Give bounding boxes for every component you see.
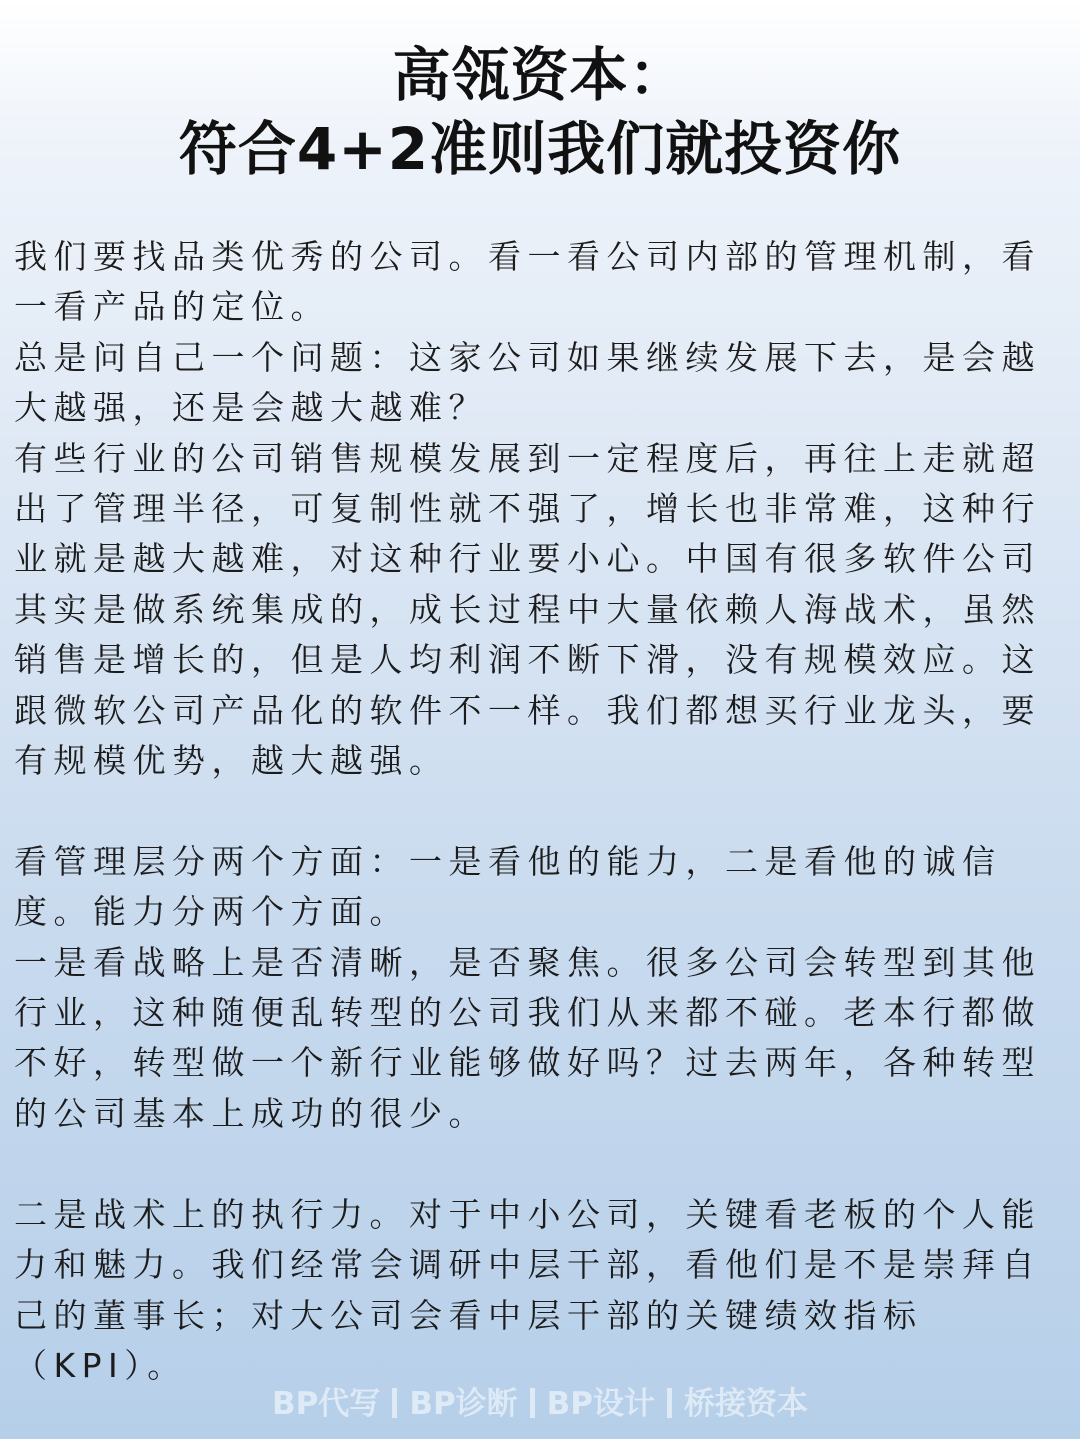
footer-divider	[667, 1388, 672, 1418]
footer-item-bp-writing: BP代写	[271, 1386, 381, 1422]
footer-item-bp-diagnosis: BP诊断	[409, 1386, 518, 1422]
paragraph-product-category: 我们要找品类优秀的公司。看一看公司内部的管理机制，看一看产品的定位。	[14, 237, 1041, 327]
paragraph-management: 看管理层分两个方面：一是看他的能力，二是看他的诚信度。能力分两个方面。	[14, 841, 1002, 932]
page-title	[0, 38, 1080, 186]
footer-item-bridge-capital: 桥接资本	[684, 1386, 809, 1422]
paragraph-industry-scale: 有些行业的公司销售规模发展到一定程度后，再往上走就超出了管理半径，可复制性就不强了，增长也非常难，这种行业就是越大越难，对这种行业要小心。中国有很多软件公司其实是做系统集成的，成长过程中大量依赖人海战术，虽然销售是增长的，但是人均利润不断下滑，没有规模效应。这跟微软公司产品化的软件不一样。我们都想买行业龙头，要有规模优势，越大越强。	[14, 438, 1041, 781]
footer-divider	[392, 1388, 397, 1418]
paragraph-execution: 二是战术上的执行力。对于中小公司，关键看老板的个人能力和魅力。我们经常会调研中层干部，看他们是不是崇拜自己的董事长；对大公司会看中层干部的关键绩效指标（KPI）。	[14, 1194, 1041, 1385]
title-line-2: 符合4+2准则我们就投资你	[178, 115, 902, 183]
footer-item-bp-design: BP设计	[546, 1386, 656, 1422]
paragraph-spacer	[14, 1139, 1054, 1189]
footer-watermark	[0, 1378, 1080, 1423]
title-line-1: 高瓴资本：	[392, 41, 688, 109]
article-body	[14, 232, 1054, 1391]
paragraph-spacer	[14, 786, 1054, 836]
paragraph-strategy: 一是看战略上是否清晰，是否聚焦。很多公司会转型到其他行业，这种随便乱转型的公司我们从来都不碰。老本行都做不好，转型做一个新行业能够做好吗？过去两年，各种转型的公司基本上成功的很少。	[14, 942, 1041, 1133]
paragraph-key-question: 总是问自己一个问题：这家公司如果继续发展下去，是会越大越强，还是会越大越难？	[14, 337, 1041, 428]
footer-divider	[530, 1388, 535, 1418]
